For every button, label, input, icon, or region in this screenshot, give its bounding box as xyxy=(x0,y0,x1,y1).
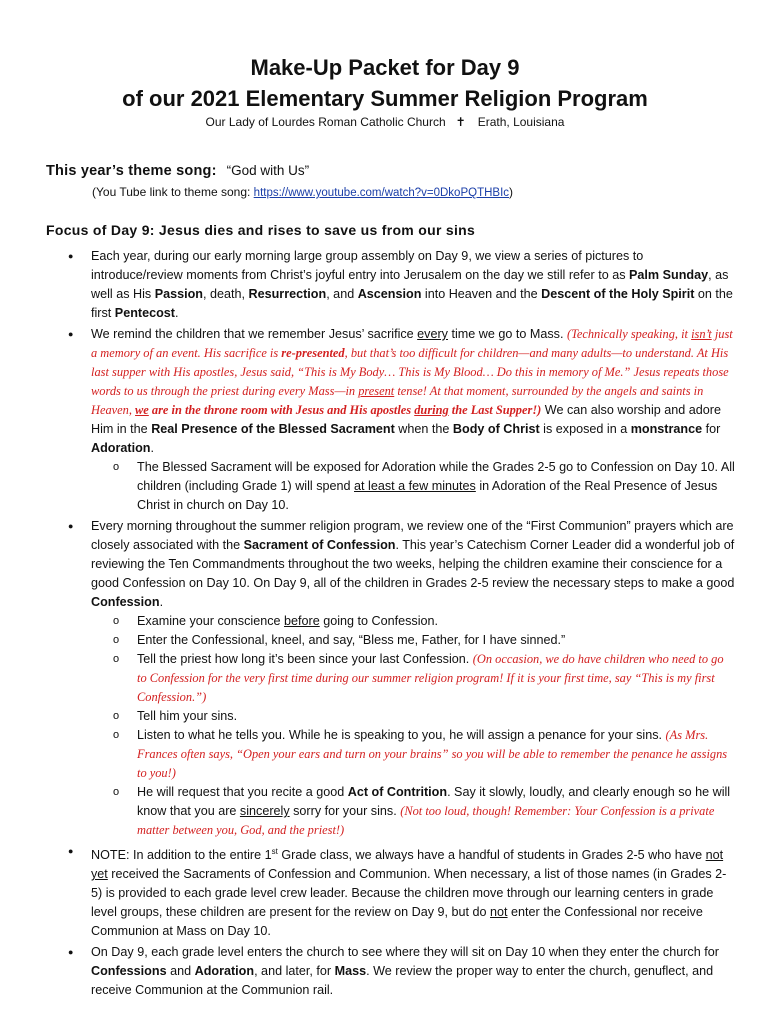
sub-item-tell-sins: o Tell him your sins. xyxy=(46,707,736,726)
sub-item-contrition: o He will request that you recite a good Act of Contrition. Say it slowly, loudly, and clearly enough so he will know that you are sincerely sorry for your sins. (Not too loud, though! Remember: Your Confession is a private matter between you, God, and the priest!) xyxy=(46,783,736,840)
sub-item-enter: o Enter the Confessional, kneel, and say, “Bless me, Father, for I have sinned.” xyxy=(46,631,736,650)
bullet-church-visit: ● On Day 9, each grade level enters the church to see where they will sit on Day 10 when they enter the church for Confessions and Adoration, and later, for Mass. We review the proper way to enter the church, genuflect, and receive Communion at the Communion rail. xyxy=(46,943,736,1000)
bullet-confession-review: ● Every morning throughout the summer religion program, we review one of the “First Communion” prayers which are closely associated with the Sacrament of Confession. This year’s Catechism Corner Leader did a wonderful job of reviewing the Ten Commandments throughout the two weeks, helping the children examine their conscience for a good Confession on Day 10. On Day 9, all of the children in Grades 2-5 review the necessary steps to make a good Confession. o Examine your conscience before going to Confession. o Enter the Confessional, kneel, and say, “Bless me, Father, for I have sinned.” o Tell the priest how long it’s been since your last Confession. (On occasion, we do have children who need to go to Confession for the very first time during our summer religion program! If it is your first time, say “This is my first Confession.”) o Tell him your sins. o Listen to what he tells you. While he is speaking to you, he will assign a penance for your sins. (As Mrs. Frances often says, “Open your ears and turn on your brains” so you will be able to remember the penance he assigns to you!) o He will request that you recite a good Act of Contrition. Say it slowly, loudly, and clearly enough so he will know that you are sincerely sorry for your sins. (Not too loud, though! Remember: Your Confession is a private matter between you, God, and the priest!) xyxy=(46,517,736,840)
sub-item-listen: o Listen to what he tells you. While he is speaking to you, he will assign a penance for your sins. (As Mrs. Frances often says, “Open your ears and turn on your brains” so you will be able to remember the penance he assigns to you!) xyxy=(46,726,736,783)
sub-item-examine: o Examine your conscience before going to Confession. xyxy=(46,612,736,631)
sub-item-tell-priest: o Tell the priest how long it’s been since your last Confession. (On occasion, we do have children who need to go to Confession for the very first time during our summer religion program! If it is your first time, say “This is my first Confession.”) xyxy=(46,650,736,707)
youtube-prefix: (You Tube link to theme song: xyxy=(92,185,251,199)
title-line-2: of our 2021 Elementary Summer Religion Program xyxy=(122,86,648,111)
church-name: Our Lady of Lourdes Roman Catholic Church xyxy=(205,115,446,129)
sub-item-adoration: o The Blessed Sacrament will be exposed for Adoration while the Grades 2-5 go to Confession on Day 10. All children (including Grade 1) will spend at least a few minutes in Adoration of the Real Presence of Jesus Christ in church on Day 10. xyxy=(46,458,736,515)
theme-label: This year’s theme song: xyxy=(46,163,217,179)
youtube-link[interactable]: https://www.youtube.com/watch?v=0DkoPQTHBIc xyxy=(253,187,510,199)
youtube-line xyxy=(92,185,513,199)
bullet-palm-sunday: ● Each year, during our early morning large group assembly on Day 9, we view a series of pictures to introduce/review moments from Christ’s joyful entry into Jerusalem on the day we still refer to as Palm Sunday, as well as His Passion, death, Resurrection, and Ascension into Heaven and the Descent of the Holy Spirit on the first Pentecost. xyxy=(46,247,736,323)
bullet-note: ● NOTE: In addition to the entire 1st Grade class, we always have a handful of students in Grades 2-5 who have not yet received the Sacraments of Confession and Communion. When necessary, a list of those names (in Grades 2-5) is provided to each grade level crew leader. Because the children move through our learning centers in grade level groups, these children are present for the review on Day 9, but do not enter the Confessional nor receive Communion at Mass on Day 10. xyxy=(46,842,736,941)
church-location: Erath, Louisiana xyxy=(477,115,565,129)
theme-song-line xyxy=(46,163,309,179)
bullet-list xyxy=(46,247,736,1002)
red-note: (Technically speaking, it isn’t just a memory of an event. His sacrifice is re-presented, but that’s too difficult for children—and many adults—to understand. At His last supper with His apostles, Jesus said, “This is My Body… This is My Blood… Do this in memory of Me.” Jesus repeats those words to us through the priest during every Mass—in present tense! At that moment, surrounded by the angels and saints in Heaven, we are in the throne room with Jesus and His apostles during the Last Supper!) xyxy=(91,327,733,417)
church-line xyxy=(0,115,770,129)
theme-song-title: “God with Us” xyxy=(226,163,310,178)
title-line-1: Make-Up Packet for Day 9 xyxy=(250,55,520,80)
focus-heading: Focus of Day 9: Jesus dies and rises to save us from our sins xyxy=(46,222,476,238)
youtube-suffix: ) xyxy=(509,185,514,199)
bullet-mass-sacrifice: ● We remind the children that we remember Jesus’ sacrifice every time we go to Mass. (Technically speaking, it isn’t just a memory of an event. His sacrifice is re-presented, but that’s too difficult for children—and many adults—to understand. At His last supper with His apostles, Jesus said, “This is My Body… This is My Blood… Do this in memory of Me.” Jesus repeats those words to us through the priest during every Mass—in present tense! At that moment, surrounded by the angels and saints in Heaven, we are in the throne room with Jesus and His apostles during the Last Supper!) We can also worship and adore Him in the Real Presence of the Blessed Sacrament when the Body of Christ is exposed in a monstrance for Adoration. o The Blessed Sacrament will be exposed for Adoration while the Grades 2-5 go to Confession on Day 10. All children (including Grade 1) will spend at least a few minutes in Adoration of the Real Presence of Jesus Christ in church on Day 10. xyxy=(46,325,736,515)
cross-icon: ✝ xyxy=(455,115,466,129)
